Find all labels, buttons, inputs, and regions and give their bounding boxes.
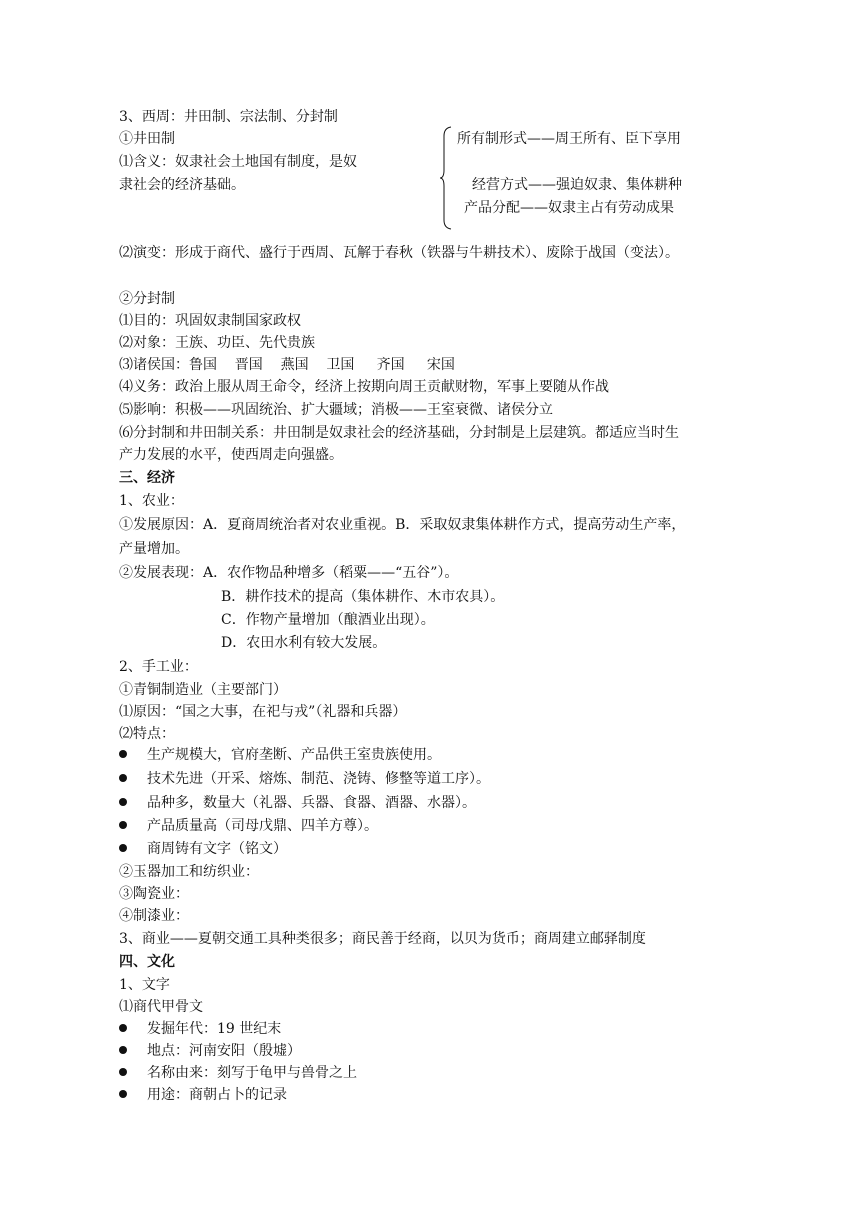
text-line: ⑵对象：王族、功臣、先代贵族 xyxy=(119,335,315,351)
text-line: 3、西周：井田制、宗法制、分封制 xyxy=(119,109,338,125)
text-line-right: 所有制形式——周王所有、臣下享用 xyxy=(457,131,681,147)
bullet-icon xyxy=(119,750,127,758)
text-line: ⑴含义：奴隶社会土地国有制度，是奴 xyxy=(119,154,357,170)
text-line: 1、文字 xyxy=(119,977,170,993)
bullet-icon xyxy=(119,774,127,782)
bullet-icon xyxy=(119,821,127,829)
brace-icon xyxy=(440,126,452,230)
text-line: 1、农业： xyxy=(119,493,184,509)
text-line: ⑶诸侯国：鲁国 晋国 燕国 卫国 齐国 宋国 xyxy=(119,357,455,373)
bullet-icon xyxy=(119,844,127,852)
list-item: 产品质量高（司母戊鼎、四羊方尊）。 xyxy=(119,817,378,835)
bullet-icon xyxy=(119,798,127,806)
text-line: ⑷义务：政治上服从周王命令，经济上按期向周王贡献财物，军事上要随从作战 xyxy=(119,379,609,395)
list-item: 商周铸有文字（铭文） xyxy=(119,840,287,858)
text-line: ⑹分封制和井田制关系：井田制是奴隶社会的经济基础，分封制是上层建筑。都适应当时生 xyxy=(119,425,679,441)
text-line: ①井田制 xyxy=(119,131,175,147)
text-line: ②发展表现：A．农作物品种增多（稻粟——“五谷”）。 xyxy=(119,565,459,581)
text-line: ⑴原因：“国之大事，在祀与戎”（礼器和兵器） xyxy=(119,704,407,720)
text-line: 3、商业——夏朝交通工具种类很多；商民善于经商，以贝为货币；商周建立邮驿制度 xyxy=(119,931,646,947)
bullet-icon xyxy=(119,1090,127,1098)
text-line: ⑸影响：积极——巩固统治、扩大疆域；消极——王室衰微、诸侯分立 xyxy=(119,402,553,418)
text-line: 产力发展的水平，使西周走向强盛。 xyxy=(119,447,343,463)
list-item: 生产规模大，官府垄断、产品供王室贵族使用。 xyxy=(119,746,441,764)
section-heading: 三、经济 xyxy=(119,470,175,486)
text-line: ⑴目的：巩固奴隶制国家政权 xyxy=(119,313,301,329)
list-item: 品种多，数量大（礼器、兵器、食器、酒器、水器）。 xyxy=(119,794,476,812)
text-line: 产量增加。 xyxy=(119,541,189,557)
text-line: ④制漆业： xyxy=(119,908,189,924)
section-heading: 四、文化 xyxy=(119,954,175,970)
bullet-icon xyxy=(119,1068,127,1076)
text-line: ③陶瓷业： xyxy=(119,886,189,902)
text-line: C．作物产量增加（酿酒业出现）。 xyxy=(221,612,435,628)
text-line: ⑵特点： xyxy=(119,726,175,742)
text-line-right: 产品分配——奴隶主占有劳动成果 xyxy=(464,200,674,216)
text-line: D．农田水利有较大发展。 xyxy=(221,635,387,651)
list-item: 名称由来：刻写于龟甲与兽骨之上 xyxy=(119,1064,357,1082)
text-line: ①青铜制造业（主要部门） xyxy=(119,682,287,698)
text-line: B．耕作技术的提高（集体耕作、木市农具）。 xyxy=(221,589,505,605)
text-line: ②玉器加工和纺织业： xyxy=(119,864,259,880)
list-item: 技术先进（开采、熔炼、制范、浇铸、修整等道工序）。 xyxy=(119,770,490,788)
list-item: 发掘年代：19 世纪末 xyxy=(119,1020,281,1038)
text-line: 2、手工业： xyxy=(119,659,198,675)
text-line: ⑵演变：形成于商代、盛行于西周、瓦解于春秋（铁器与牛耕技术）、废除于战国（变法）。 xyxy=(119,245,679,261)
text-line-right: 经营方式——强迫奴隶、集体耕种 xyxy=(472,177,682,193)
bullet-icon xyxy=(119,1046,127,1054)
list-item: 地点：河南安阳（殷墟） xyxy=(119,1042,301,1060)
bullet-icon xyxy=(119,1024,127,1032)
text-line: ⑴商代甲骨文 xyxy=(119,999,203,1015)
text-line: 隶社会的经济基础。 xyxy=(119,177,245,193)
list-item: 用途：商朝占卜的记录 xyxy=(119,1086,287,1104)
text-line: ①发展原因：A．夏商周统治者对农业重视。B．采取奴隶集体耕作方式，提高劳动生产率， xyxy=(119,517,686,533)
text-line: ②分封制 xyxy=(119,291,175,307)
